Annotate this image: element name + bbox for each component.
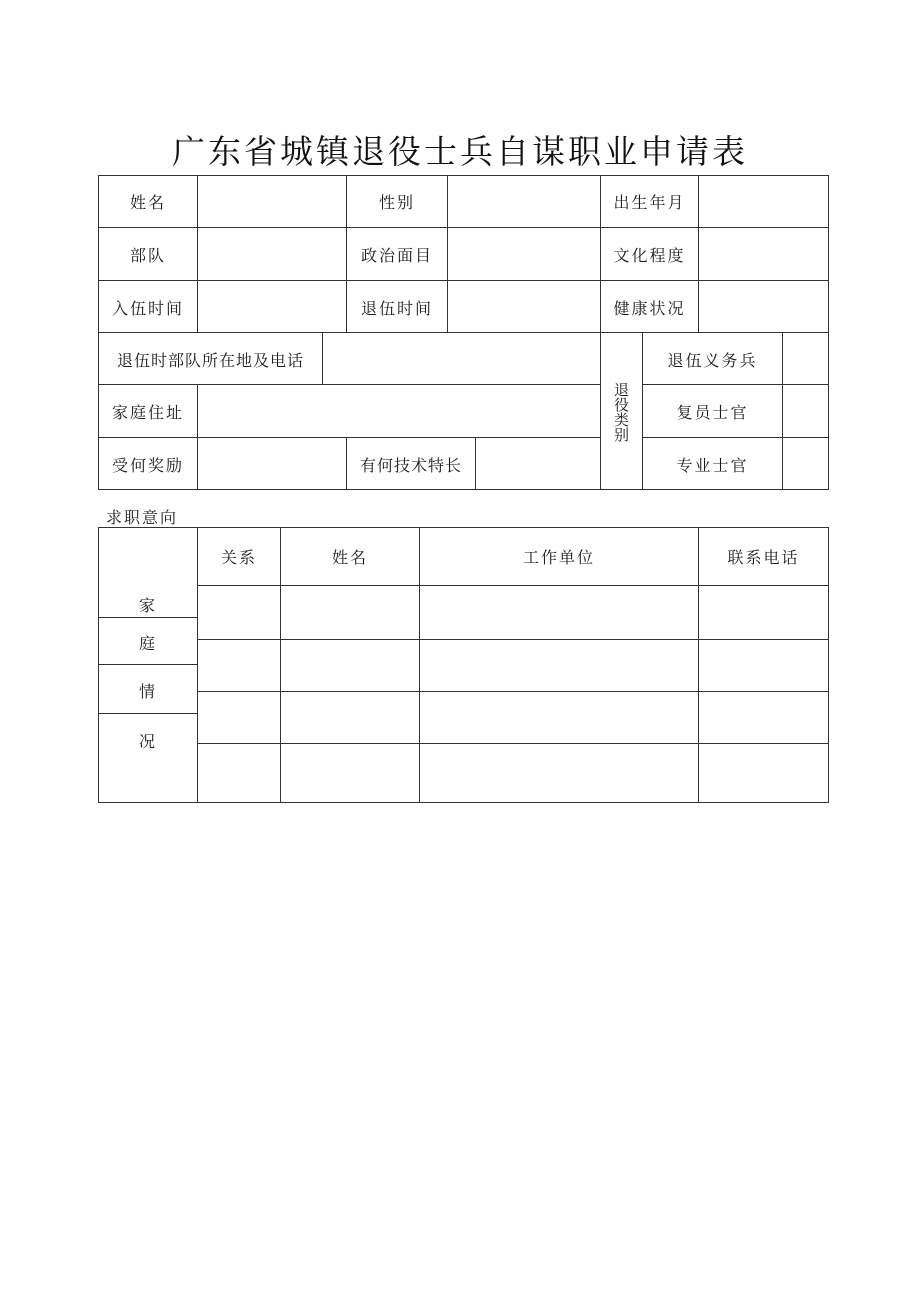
table2-border-right — [828, 527, 829, 803]
category-check-professional[interactable] — [783, 438, 828, 489]
name-label: 姓名 — [129, 193, 166, 212]
skills-label: 有何技术特长 — [359, 455, 462, 475]
home-address-field[interactable] — [198, 385, 600, 437]
header-workplace: 工作单位 — [522, 548, 595, 567]
family-section-char: 庭 — [138, 633, 157, 653]
health-label: 健康状况 — [613, 298, 686, 318]
family-section-char: 情 — [138, 681, 157, 701]
header-phone: 联系电话 — [727, 548, 800, 567]
family-section-char: 家 — [138, 595, 157, 615]
enlist-label: 入伍时间 — [111, 298, 184, 318]
discharge-label: 退伍时间 — [360, 298, 433, 318]
education-field[interactable] — [699, 228, 828, 280]
family-row-1-workplace[interactable] — [420, 586, 698, 639]
category-check-demobilized[interactable] — [783, 385, 828, 437]
category-option-professional: 专业士官 — [676, 455, 749, 475]
category-check-conscript[interactable] — [783, 333, 828, 384]
family-row-1-name[interactable] — [281, 586, 419, 639]
family-row-2-relation[interactable] — [198, 640, 280, 691]
family-row-3-phone[interactable] — [699, 692, 828, 743]
awards-label: 受何奖励 — [111, 455, 184, 475]
political-label: 政治面目 — [360, 246, 433, 265]
category-option-demobilized: 复员士官 — [676, 403, 749, 422]
family-row-1-relation[interactable] — [198, 586, 280, 639]
awards-field[interactable] — [198, 438, 346, 489]
unit-label: 部队 — [129, 246, 166, 265]
family-row-4-phone[interactable] — [699, 744, 828, 802]
category-label: 退役类别 — [612, 381, 630, 442]
enlist-field[interactable] — [198, 281, 346, 332]
form-title: 广东省城镇退役士兵自谋职业申请表 — [172, 132, 748, 171]
unit-location-label: 退伍时部队所在地及电话 — [116, 350, 304, 370]
gender-label: 性别 — [378, 193, 415, 212]
header-relation: 关系 — [220, 548, 257, 567]
job-intent-label: 求职意向 — [106, 508, 179, 527]
health-field[interactable] — [699, 281, 828, 332]
family-row-4-name[interactable] — [281, 744, 419, 802]
birth-field[interactable] — [699, 176, 828, 227]
header-name: 姓名 — [331, 548, 368, 567]
family-row-3-name[interactable] — [281, 692, 419, 743]
unit-location-field[interactable] — [323, 333, 600, 384]
unit-field[interactable] — [198, 228, 346, 280]
family-row-3-relation[interactable] — [198, 692, 280, 743]
discharge-field[interactable] — [448, 281, 600, 332]
category-option-conscript: 退伍义务兵 — [667, 350, 758, 370]
table2-left-hline — [98, 664, 198, 665]
gender-field[interactable] — [448, 176, 600, 227]
family-row-2-workplace[interactable] — [420, 640, 698, 691]
family-row-2-phone[interactable] — [699, 640, 828, 691]
name-field[interactable] — [198, 176, 346, 227]
home-address-label: 家庭住址 — [111, 403, 184, 422]
skills-field[interactable] — [476, 438, 600, 489]
table2-left-hline — [98, 713, 198, 714]
family-row-3-workplace[interactable] — [420, 692, 698, 743]
family-row-4-relation[interactable] — [198, 744, 280, 802]
family-section-char: 况 — [138, 731, 157, 751]
political-field[interactable] — [448, 228, 600, 280]
table2-border-left — [98, 527, 99, 803]
table2-border-bottom — [98, 802, 829, 803]
family-row-2-name[interactable] — [281, 640, 419, 691]
birth-label: 出生年月 — [613, 193, 686, 212]
education-label: 文化程度 — [613, 246, 686, 265]
family-row-4-workplace[interactable] — [420, 744, 698, 802]
family-row-1-phone[interactable] — [699, 586, 828, 639]
